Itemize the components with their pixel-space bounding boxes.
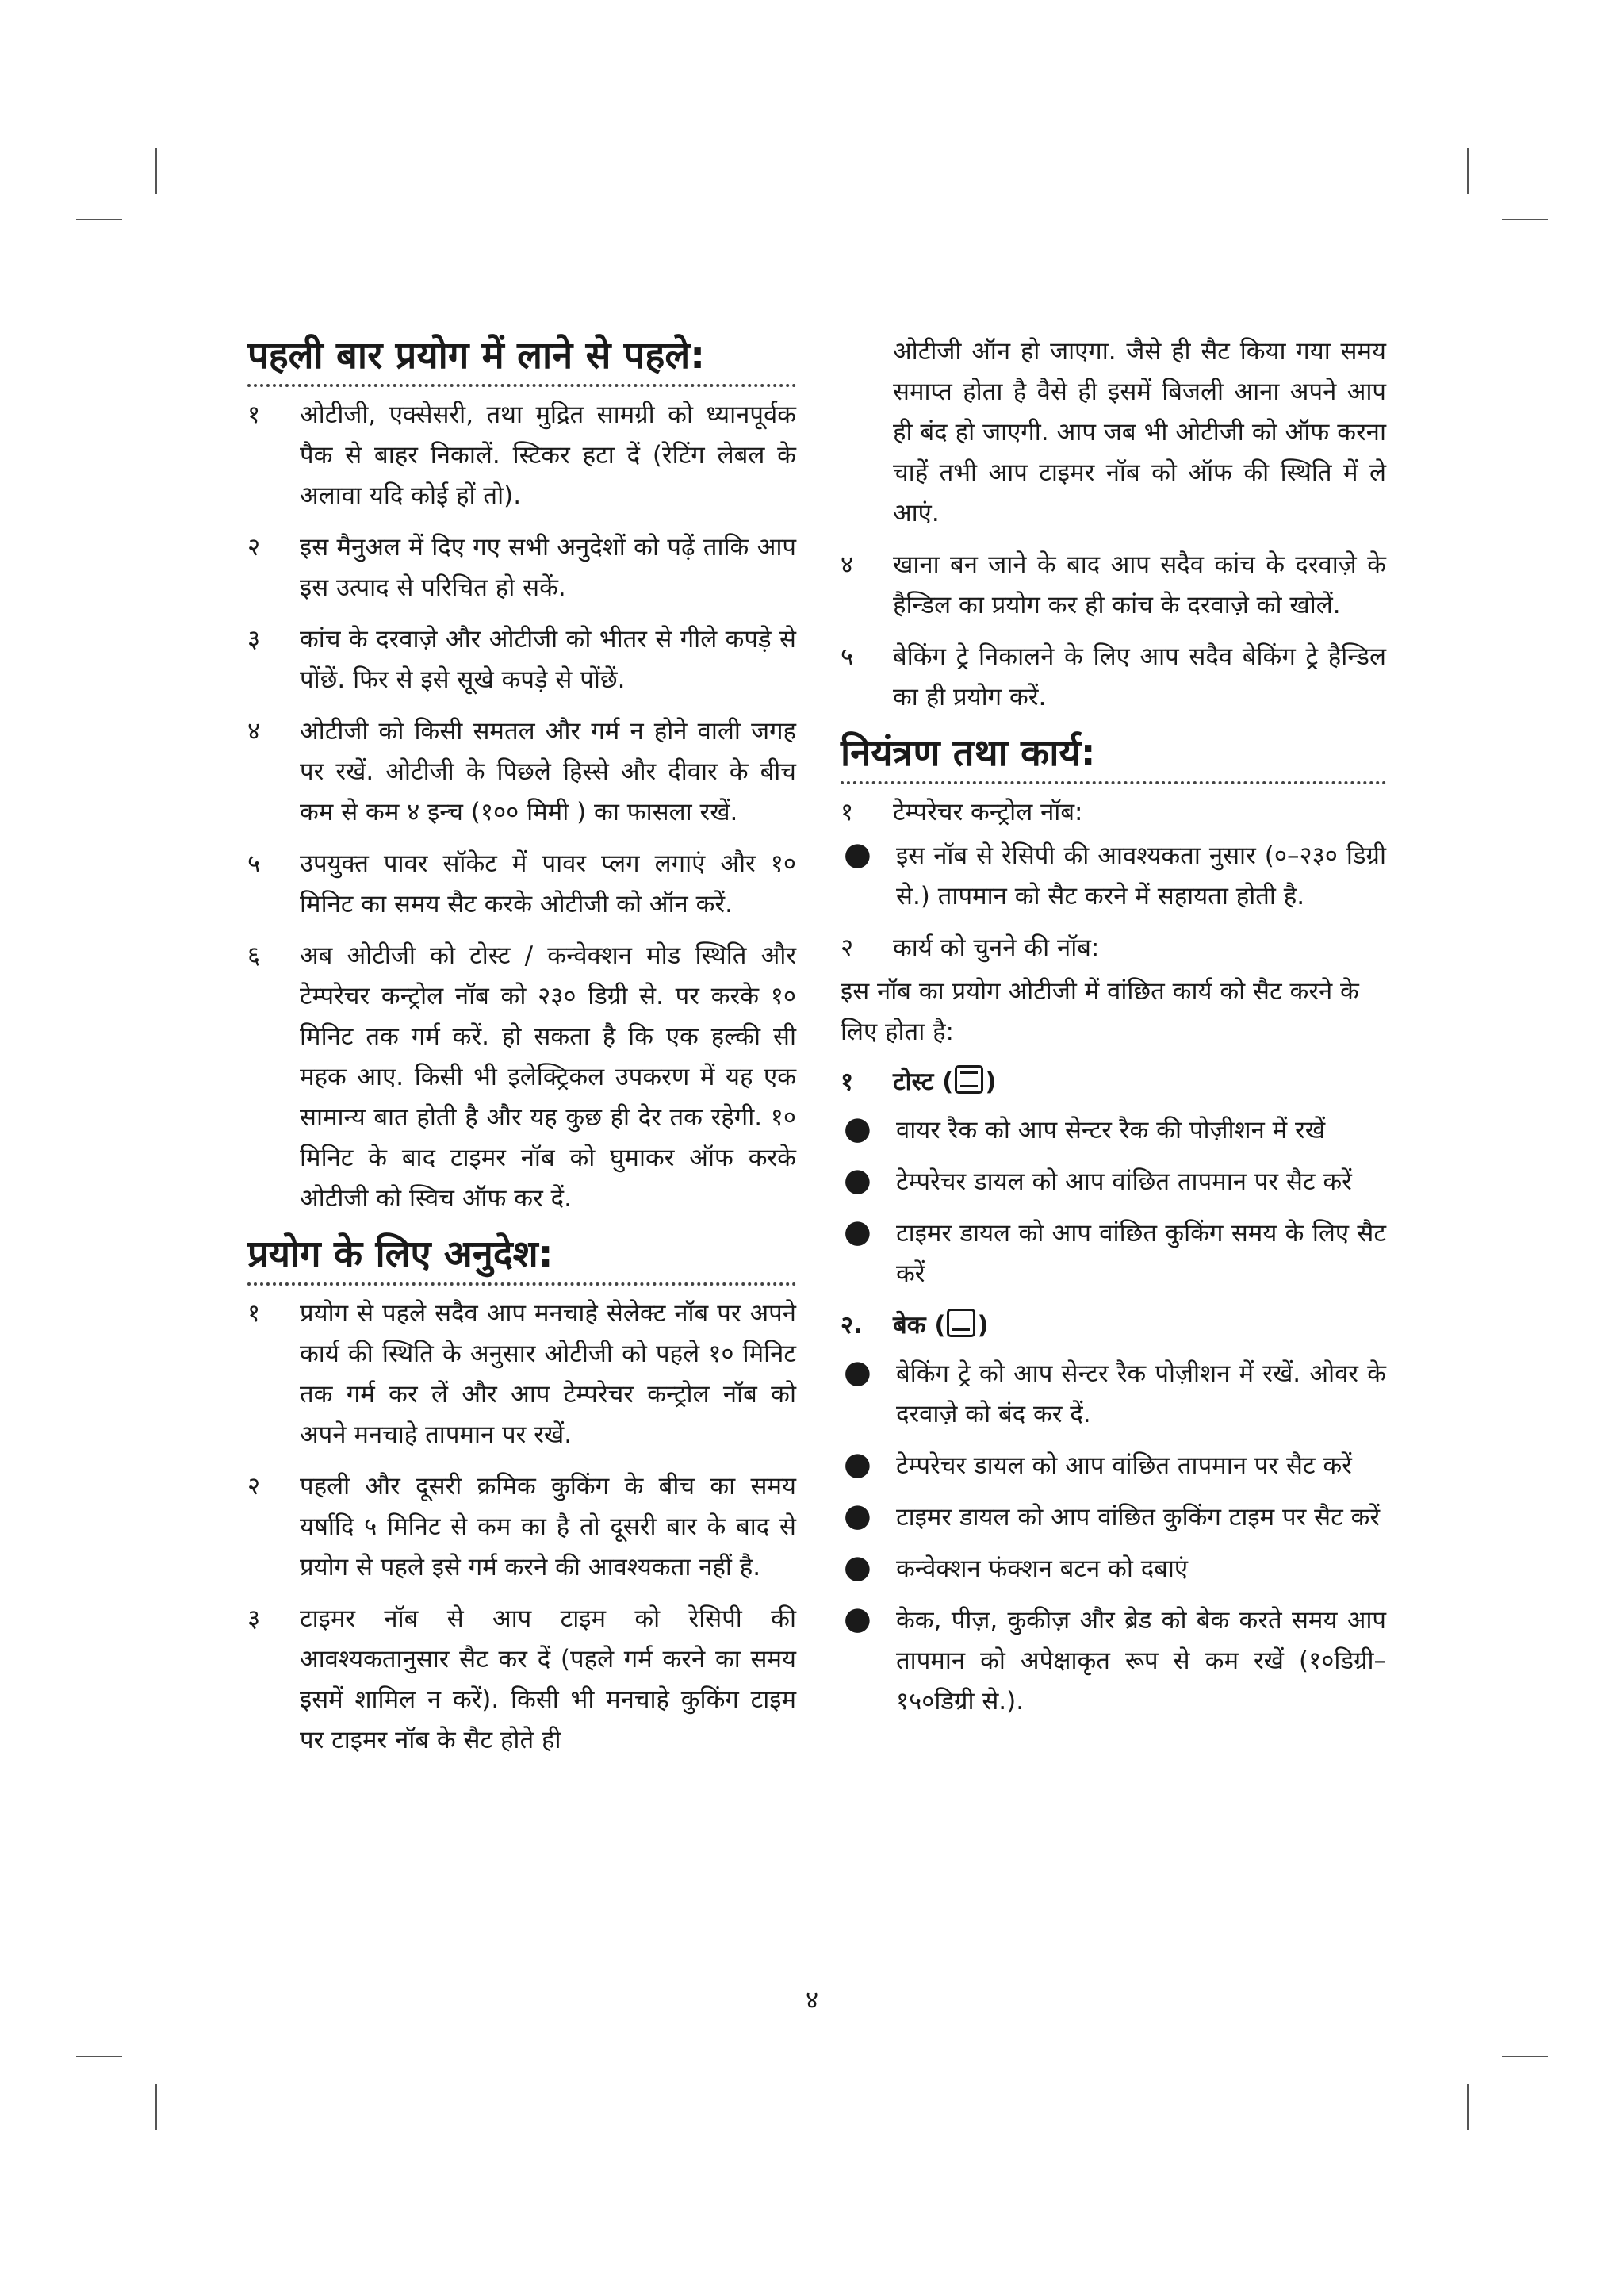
list-item bbox=[247, 1294, 796, 1455]
list-item bbox=[247, 1599, 796, 1761]
bullet-text: बेकिंग ट्रे को आप सेन्टर रैक पोज़ीशन में रखें. ओवर के दरवाज़े को बंद कर दें. bbox=[896, 1359, 1386, 1428]
bullet-item bbox=[841, 1497, 1386, 1538]
item-number: ६ bbox=[247, 941, 261, 970]
item-number: १ bbox=[247, 401, 261, 429]
bullet-item bbox=[841, 1446, 1386, 1486]
item-text: पहली और दूसरी क्रमिक कुकिंग के बीच का समय यर्षादि ५ मिनिट से कम का है तो दूसरी बार के बाद से प्रयोग से पहले इसे गर्म करने की आवश्यकता नहीं है. bbox=[300, 1472, 796, 1581]
item-number: २ bbox=[841, 933, 854, 962]
list-item bbox=[247, 527, 796, 608]
item-text: टाइमर नॉब से आप टाइम को रेसिपी की आवश्यकतानुसार सैट कर दें (पहले गर्म करने का समय इसमें शामिल न करें). किसी भी मनचाहे कुकिंग टाइम पर टाइमर नॉब के सैट होते ही bbox=[300, 1604, 796, 1754]
section-heading-before-first-use: पहली बार प्रयोग में लाने से पहले: bbox=[247, 334, 706, 378]
bullet-item bbox=[841, 1600, 1386, 1722]
item-number: ५ bbox=[247, 849, 261, 878]
item-number: ३ bbox=[247, 625, 261, 654]
item-number: २. bbox=[841, 1311, 863, 1340]
crop-mark-top-left-horizontal bbox=[76, 219, 122, 220]
item-text: इस मैनुअल में दिए गए सभी अनुदेशों को पढ़ें ताकि आप इस उत्पाद से परिचित हो सकें. bbox=[300, 533, 796, 602]
bullet-icon: ● bbox=[844, 1213, 871, 1250]
item-text: खाना बन जाने के बाद आप सदैव कांच के दरवाज़े के हैन्डिल का प्रयोग कर ही कांच के दरवाज़े को खोलें. bbox=[893, 550, 1386, 619]
list-item bbox=[247, 619, 796, 700]
bullet-item bbox=[841, 1354, 1386, 1435]
bullet-icon: ● bbox=[844, 1497, 871, 1534]
section-heading-usage-instructions: प्रयोग के लिए अनुदेश: bbox=[247, 1232, 553, 1276]
crop-mark-top-right-vertical bbox=[1467, 148, 1469, 194]
section-heading-controls-and-functions: नियंत्रण तथा कार्य: bbox=[841, 731, 1096, 775]
bullet-text: इस नॉब से रेसिपी की आवश्यकता नुसार (०–२३० डिग्री से.) तापमान को सैट करने में सहायता होती है. bbox=[896, 841, 1386, 910]
item-text: उपयुक्त पावर सॉकेट में पावर प्लग लगाएं और १० मिनिट का समय सैट करके ओटीजी को ऑन करें. bbox=[300, 849, 796, 918]
list-item bbox=[247, 844, 796, 925]
list-item bbox=[841, 545, 1386, 626]
list-item bbox=[247, 936, 796, 1219]
bullet-icon: ● bbox=[844, 1446, 871, 1482]
knob-label-function bbox=[841, 928, 1386, 968]
item-number: ५ bbox=[841, 642, 854, 671]
bullet-text: केक, पीज़, कुकीज़ और ब्रेड को बेक करते समय आप तापमान को अपेक्षाकृत रूप से कम रखें (१०डिग्री–१५०डिग्री से.). bbox=[896, 1606, 1386, 1715]
item-text: ओटीजी को किसी समतल और गर्म न होने वाली जगह पर रखें. ओटीजी के पिछले हिस्से और दीवार के बीच कम से कम ४ इन्च (१०० मिमी ) का फासला रखें. bbox=[300, 717, 796, 826]
dotted-divider bbox=[841, 781, 1386, 784]
function-knob-intro: इस नॉब का प्रयोग ओटीजी में वांछित कार्य को सैट करने के लिए होता है: bbox=[841, 977, 1359, 1046]
mode-heading-toast: १ टोस्ट ( ) bbox=[841, 1062, 1386, 1102]
mode-heading-bake: २. बेक ( ) bbox=[841, 1305, 1386, 1346]
item-text: अब ओटीजी को टोस्ट / कन्वेक्शन मोड स्थिति और टेम्परेचर कन्ट्रोल नॉब को २३० डिग्री से. पर करके १० मिनिट तक गर्म करें. हो सकता है कि एक हल्की सी महक आए. किसी भी इलेक्ट्रिकल उपकरण में यह एक सामान्य बात होती है और यह कुछ ही देर तक रहेगी. १० मिनिट के बाद टाइमर नॉब को घुमाकर ऑफ करके ओटीजी को स्विच ऑफ कर दें. bbox=[300, 941, 796, 1213]
crop-mark-bottom-right-horizontal bbox=[1502, 2056, 1548, 2057]
bullet-item bbox=[841, 836, 1386, 917]
item-number: १ bbox=[247, 1299, 261, 1328]
item-text: कांच के दरवाज़े और ओटीजी को भीतर से गीले कपड़े से पोंछें. फिर से इसे सूखे कपड़े से पोंछें. bbox=[300, 625, 796, 694]
dotted-divider bbox=[247, 1282, 796, 1286]
list-item bbox=[247, 1466, 796, 1588]
bullet-text: टाइमर डायल को आप वांछित कुकिंग समय के लिए सैट करें bbox=[896, 1219, 1386, 1288]
bullet-icon: ● bbox=[844, 1162, 871, 1198]
item-text: ओटीजी ऑन हो जाएगा. जैसे ही सैट किया गया समय समाप्त होता है वैसे ही इसमें बिजली आना अपने आप ही बंद हो जाएगी. आप जब भी ओटीजी को ऑफ करना चाहें तभी आप टाइमर नॉब को ऑफ की स्थिति में ले आएं. bbox=[893, 337, 1386, 527]
bullet-text: वायर रैक को आप सेन्टर रैक की पोज़ीशन में रखें bbox=[896, 1116, 1326, 1144]
item-number: १ bbox=[841, 1068, 854, 1096]
crop-mark-bottom-left-vertical bbox=[155, 2084, 157, 2130]
item-text: टेम्परेचर कन्ट्रोल नॉब: bbox=[893, 798, 1083, 826]
crop-mark-top-right-horizontal bbox=[1502, 219, 1548, 220]
item-number: ४ bbox=[247, 717, 261, 746]
list-item bbox=[841, 637, 1386, 718]
mode-label: बेक bbox=[893, 1311, 926, 1340]
bullet-icon: ● bbox=[844, 1354, 871, 1390]
toast-mode-icon bbox=[955, 1065, 983, 1094]
bullet-icon: ● bbox=[844, 1110, 871, 1147]
bullet-item bbox=[841, 1549, 1386, 1589]
list-item bbox=[247, 395, 796, 516]
list-item bbox=[247, 711, 796, 833]
bullet-text: टाइमर डायल को आप वांछित कुकिंग टाइम पर सैट करें bbox=[896, 1503, 1381, 1531]
dotted-divider bbox=[247, 384, 796, 387]
bullet-icon: ● bbox=[844, 836, 871, 872]
bake-mode-icon bbox=[947, 1309, 975, 1337]
mode-label: टोस्ट bbox=[893, 1068, 934, 1096]
crop-mark-top-left-vertical bbox=[155, 148, 157, 194]
list-item-continuation bbox=[841, 332, 1386, 534]
bullet-item bbox=[841, 1110, 1386, 1151]
item-text: बेकिंग ट्रे निकालने के लिए आप सदैव बेकिंग ट्रे हैन्डिल का ही प्रयोग करें. bbox=[893, 642, 1386, 711]
item-number: ४ bbox=[841, 550, 854, 579]
bullet-text: कन्वेक्शन फंक्शन बटन को दबाएं bbox=[896, 1554, 1189, 1583]
bullet-icon: ● bbox=[844, 1600, 871, 1637]
bullet-item bbox=[841, 1213, 1386, 1294]
crop-mark-bottom-right-vertical bbox=[1467, 2084, 1469, 2130]
item-text: प्रयोग से पहले सदैव आप मनचाहे सेलेक्ट नॉब पर अपने कार्य की स्थिति के अनुसार ओटीजी को पहले १० मिनिट तक गर्म कर लें और आप टेम्परेचर कन्ट्रोल नॉब को अपने मनचाहे तापमान पर रखें. bbox=[300, 1299, 796, 1449]
item-number: १ bbox=[841, 798, 854, 826]
page-number: ४ bbox=[805, 1986, 819, 2014]
left-column bbox=[247, 332, 796, 1772]
item-number: ३ bbox=[247, 1604, 261, 1633]
bullet-text: टेम्परेचर डायल को आप वांछित तापमान पर सैट करें bbox=[896, 1167, 1352, 1196]
item-text: ओटीजी, एक्सेसरी, तथा मुद्रित सामग्री को ध्यानपूर्वक पैक से बाहर निकालें. स्टिकर हटा दें (रेटिंग लेबल के अलावा यदि कोई हों तो). bbox=[300, 401, 796, 510]
bullet-text: टेम्परेचर डायल को आप वांछित तापमान पर सैट करें bbox=[896, 1451, 1352, 1480]
bullet-item bbox=[841, 1162, 1386, 1202]
right-column bbox=[841, 332, 1386, 1733]
bullet-icon: ● bbox=[844, 1549, 871, 1585]
crop-mark-bottom-left-horizontal bbox=[76, 2056, 122, 2057]
item-number: २ bbox=[247, 533, 261, 562]
item-number: २ bbox=[247, 1472, 261, 1501]
knob-label-temperature bbox=[841, 792, 1386, 833]
item-text: कार्य को चुनने की नॉब: bbox=[893, 933, 1100, 962]
